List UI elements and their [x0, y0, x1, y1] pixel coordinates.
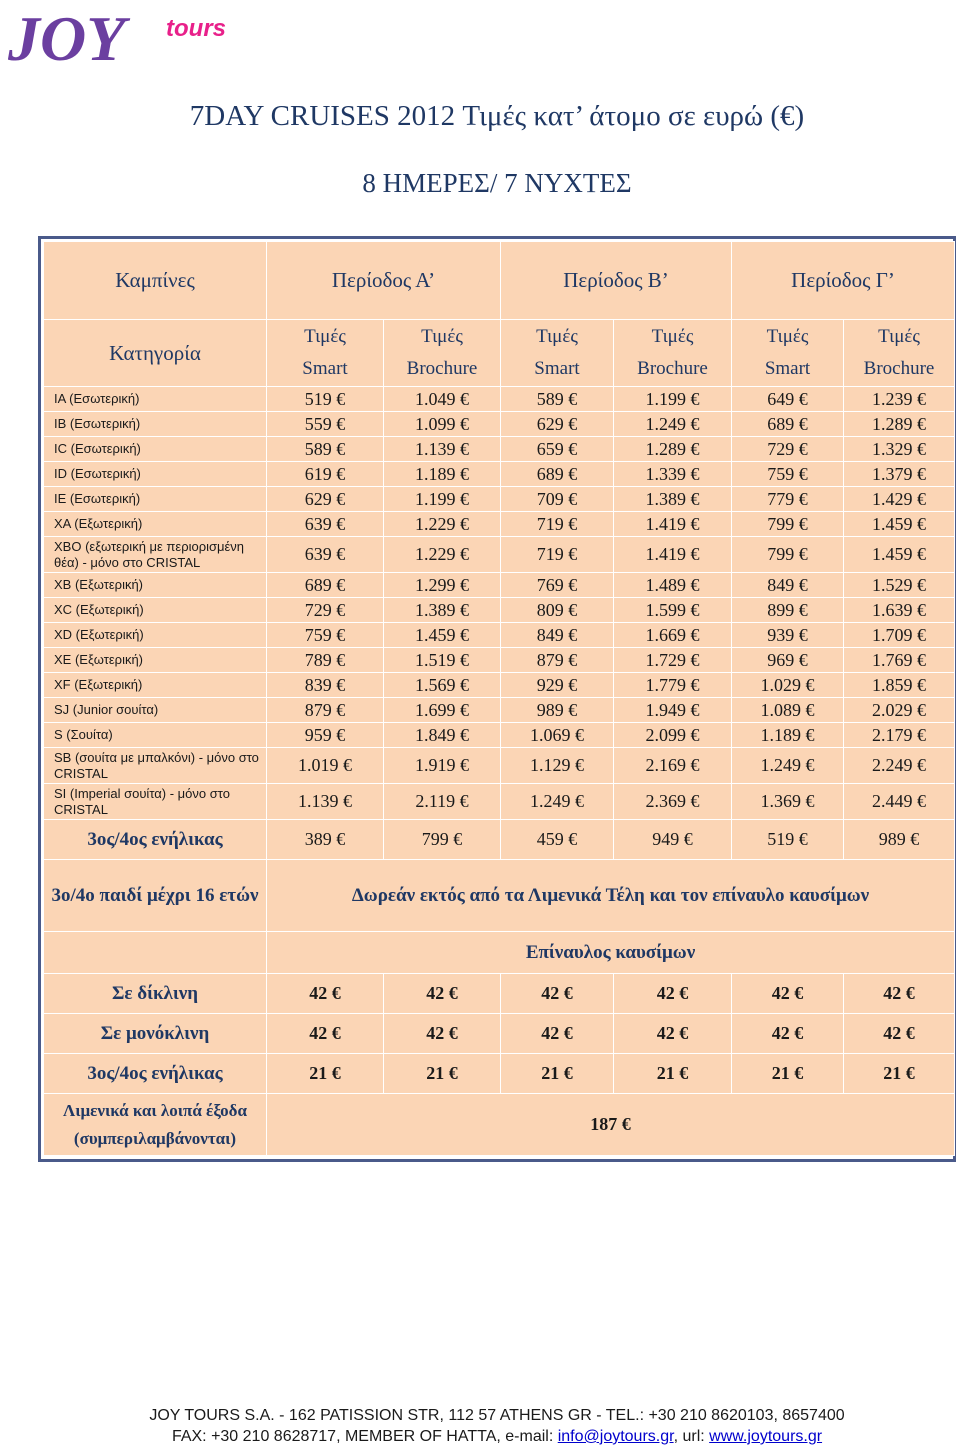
table-row	[44, 673, 955, 698]
price-cell: 1.459 €	[384, 623, 501, 648]
price-cell: 589 €	[501, 387, 614, 412]
table-row	[44, 537, 955, 573]
price-cell: 1.949 €	[614, 698, 732, 723]
price-cell: 1.529 €	[844, 573, 955, 598]
table-row	[44, 573, 955, 598]
head-price-type: Τιμές Smart	[267, 320, 384, 387]
fuel-price-cell: 42 €	[267, 974, 384, 1014]
cabin-category: XC (Εξωτερική)	[44, 598, 267, 623]
price-cell: 1.459 €	[844, 537, 955, 573]
price-cell: 2.179 €	[844, 723, 955, 748]
child-row	[44, 860, 955, 932]
price-cell: 799 €	[384, 820, 501, 860]
page-title: 7DAY CRUISES 2012 Τιμές κατ’ άτομο σε ευρώ (€)	[189, 100, 805, 132]
head-price-type: Τιμές Smart	[732, 320, 844, 387]
price-cell: 759 €	[732, 462, 844, 487]
cabin-category: IA (Εσωτερική)	[44, 387, 267, 412]
price-cell: 629 €	[267, 487, 384, 512]
price-cell: 1.089 €	[732, 698, 844, 723]
price-cell: 1.189 €	[384, 462, 501, 487]
fuel-label: 3ος/4ος ενήλικας	[44, 1054, 267, 1094]
table-row	[44, 748, 955, 784]
table-row	[44, 437, 955, 462]
table-row	[44, 698, 955, 723]
cabin-category: IB (Εσωτερική)	[44, 412, 267, 437]
price-cell: 519 €	[267, 387, 384, 412]
price-cell: 1.459 €	[844, 512, 955, 537]
price-cell: 809 €	[501, 598, 614, 623]
cabin-category: ID (Εσωτερική)	[44, 462, 267, 487]
fuel-price-cell: 21 €	[384, 1054, 501, 1094]
fuel-price-cell: 21 €	[267, 1054, 384, 1094]
head-price-type: Τιμές Brochure	[384, 320, 501, 387]
fuel-rows	[44, 974, 955, 1094]
price-cell: 689 €	[732, 412, 844, 437]
price-cell: 1.249 €	[732, 748, 844, 784]
fuel-price-cell: 42 €	[732, 1014, 844, 1054]
logo-text-sub: tours	[166, 15, 226, 42]
price-cell: 459 €	[501, 820, 614, 860]
price-cell: 1.919 €	[384, 748, 501, 784]
price-cell: 519 €	[732, 820, 844, 860]
price-cell: 939 €	[732, 623, 844, 648]
price-cell: 849 €	[501, 623, 614, 648]
price-cell: 2.119 €	[384, 784, 501, 820]
cabin-category: XE (Εξωτερική)	[44, 648, 267, 673]
price-cell: 969 €	[732, 648, 844, 673]
fuel-price-cell: 42 €	[384, 1014, 501, 1054]
price-cell: 649 €	[732, 387, 844, 412]
fuel-title-spacer	[44, 932, 267, 974]
port-row	[44, 1094, 955, 1156]
table-row	[44, 512, 955, 537]
fuel-label: Σε μονόκλινη	[44, 1014, 267, 1054]
table-row	[44, 723, 955, 748]
footer	[0, 1405, 960, 1447]
head-price-type: Τιμές Brochure	[844, 320, 955, 387]
footer-line1: JOY TOURS S.A. - 162 PATISSION STR, 112 57 ATHENS GR - TEL.: +30 210 8620103, 8657400	[149, 1407, 845, 1424]
price-cell: 949 €	[614, 820, 732, 860]
child-label: 3ο/4ο παιδί μέχρι 16 ετών	[44, 860, 267, 932]
email-link[interactable]: info@joytours.gr	[557, 1428, 674, 1445]
price-cell: 1.429 €	[844, 487, 955, 512]
price-cell: 1.289 €	[844, 412, 955, 437]
price-cell: 759 €	[267, 623, 384, 648]
price-cell: 879 €	[267, 698, 384, 723]
table-row	[44, 487, 955, 512]
cabin-category: XF (Εξωτερική)	[44, 673, 267, 698]
price-cell: 1.139 €	[267, 784, 384, 820]
price-cell: 589 €	[267, 437, 384, 462]
price-cell: 1.779 €	[614, 673, 732, 698]
price-cell: 1.709 €	[844, 623, 955, 648]
price-cell: 1.699 €	[384, 698, 501, 723]
joytours-logo	[8, 2, 248, 72]
price-cell: 1.049 €	[384, 387, 501, 412]
price-cell: 659 €	[501, 437, 614, 462]
price-cell: 2.029 €	[844, 698, 955, 723]
cabin-category: SJ (Junior σουίτα)	[44, 698, 267, 723]
table-row	[44, 784, 955, 820]
price-cell: 2.249 €	[844, 748, 955, 784]
price-cell: 1.289 €	[614, 437, 732, 462]
price-cell: 1.419 €	[614, 537, 732, 573]
port-label: Λιμενικά και λοιπά έξοδα (συμπεριλαμβάνονται)	[44, 1094, 267, 1156]
cabin-category: XB (Εξωτερική)	[44, 573, 267, 598]
port-value: 187 €	[267, 1094, 955, 1156]
price-cell: 779 €	[732, 487, 844, 512]
price-cell: 2.369 €	[614, 784, 732, 820]
price-cell: 989 €	[844, 820, 955, 860]
fuel-price-cell: 21 €	[844, 1054, 955, 1094]
price-cell: 639 €	[267, 537, 384, 573]
cabin-category: IE (Εσωτερική)	[44, 487, 267, 512]
price-cell: 1.099 €	[384, 412, 501, 437]
price-cell: 689 €	[501, 462, 614, 487]
price-cell: 2.099 €	[614, 723, 732, 748]
price-cell: 1.369 €	[732, 784, 844, 820]
page-subtitle: 8 ΗΜΕΡΕΣ/ 7 ΝΥΧΤΕΣ	[362, 168, 632, 198]
price-cell: 2.169 €	[614, 748, 732, 784]
url-link[interactable]: www.joytours.gr	[709, 1428, 823, 1445]
cabin-category: SB (σουίτα με μπαλκόνι) - μόνο στο CRISTAL	[44, 748, 267, 784]
price-cell: 719 €	[501, 537, 614, 573]
head-period-c: Περίοδος Γ’	[732, 242, 955, 320]
fuel-row	[44, 974, 955, 1014]
price-cell: 1.329 €	[844, 437, 955, 462]
price-cell: 929 €	[501, 673, 614, 698]
fuel-price-cell: 42 €	[501, 974, 614, 1014]
logo-text-main: JOY	[8, 3, 126, 72]
price-cell: 1.189 €	[732, 723, 844, 748]
price-cell: 1.599 €	[614, 598, 732, 623]
price-cell: 1.239 €	[844, 387, 955, 412]
price-cell: 1.139 €	[384, 437, 501, 462]
price-cell: 1.859 €	[844, 673, 955, 698]
adult34-label: 3ος/4ος ενήλικας	[44, 820, 267, 860]
head-price-type: Τιμές Smart	[501, 320, 614, 387]
fuel-price-cell: 42 €	[501, 1014, 614, 1054]
price-cell: 839 €	[267, 673, 384, 698]
price-cell: 709 €	[501, 487, 614, 512]
price-cell: 1.129 €	[501, 748, 614, 784]
price-cell: 799 €	[732, 512, 844, 537]
cabin-category: IC (Εσωτερική)	[44, 437, 267, 462]
price-cell: 789 €	[267, 648, 384, 673]
price-cell: 619 €	[267, 462, 384, 487]
price-cell: 1.489 €	[614, 573, 732, 598]
table-row	[44, 462, 955, 487]
fuel-price-cell: 42 €	[614, 974, 732, 1014]
price-cell: 799 €	[732, 537, 844, 573]
price-cell: 639 €	[267, 512, 384, 537]
price-cell: 1.069 €	[501, 723, 614, 748]
child-note: Δωρεάν εκτός από τα Λιμενικά Τέλη και τον επίναυλο καυσίμων	[267, 860, 955, 932]
price-cell: 729 €	[732, 437, 844, 462]
price-cell: 1.199 €	[384, 487, 501, 512]
price-cell: 1.029 €	[732, 673, 844, 698]
cabin-category: XA (Εξωτερική)	[44, 512, 267, 537]
price-cell: 1.849 €	[384, 723, 501, 748]
price-table-frame	[38, 236, 956, 1162]
fuel-price-cell: 42 €	[267, 1014, 384, 1054]
price-cell: 1.379 €	[844, 462, 955, 487]
fuel-price-cell: 42 €	[384, 974, 501, 1014]
price-cell: 1.769 €	[844, 648, 955, 673]
price-cell: 989 €	[501, 698, 614, 723]
fuel-price-cell: 21 €	[614, 1054, 732, 1094]
price-cell: 1.019 €	[267, 748, 384, 784]
cabin-category: XD (Εξωτερική)	[44, 623, 267, 648]
price-cell: 1.389 €	[384, 598, 501, 623]
table-row	[44, 598, 955, 623]
head-category: Κατηγορία	[44, 320, 267, 387]
price-cell: 729 €	[267, 598, 384, 623]
price-cell: 1.249 €	[501, 784, 614, 820]
fuel-title-row	[44, 932, 955, 974]
fuel-row	[44, 1054, 955, 1094]
price-cell: 1.229 €	[384, 537, 501, 573]
cabin-category: SI (Imperial σουίτα) - μόνο στο CRISTAL	[44, 784, 267, 820]
table-row	[44, 623, 955, 648]
price-cell: 719 €	[501, 512, 614, 537]
price-cell: 1.299 €	[384, 573, 501, 598]
head-period-b: Περίοδος Β’	[501, 242, 732, 320]
table-header-row	[44, 242, 955, 320]
fuel-price-cell: 21 €	[501, 1054, 614, 1094]
price-cell: 849 €	[732, 573, 844, 598]
head-cabins: Καμπίνες	[44, 242, 267, 320]
price-cell: 879 €	[501, 648, 614, 673]
price-cell: 629 €	[501, 412, 614, 437]
price-cell: 389 €	[267, 820, 384, 860]
head-price-type: Τιμές Brochure	[614, 320, 732, 387]
fuel-label: Σε δίκλινη	[44, 974, 267, 1014]
fuel-price-cell: 42 €	[844, 974, 955, 1014]
fuel-title: Επίναυλος καυσίμων	[267, 932, 955, 974]
cabin-rows	[44, 387, 955, 820]
fuel-price-cell: 42 €	[614, 1014, 732, 1054]
price-cell: 899 €	[732, 598, 844, 623]
price-cell: 1.519 €	[384, 648, 501, 673]
table-row	[44, 412, 955, 437]
price-table	[43, 241, 955, 1156]
cabin-category: XBO (εξωτερική με περιορισμένη θέα) - μόνο στο CRISTAL	[44, 537, 267, 573]
table-row	[44, 387, 955, 412]
price-cell: 1.199 €	[614, 387, 732, 412]
price-cell: 1.249 €	[614, 412, 732, 437]
head-period-a: Περίοδος Α’	[267, 242, 501, 320]
table-row	[44, 648, 955, 673]
price-cell: 1.569 €	[384, 673, 501, 698]
price-cell: 769 €	[501, 573, 614, 598]
adult34-row	[44, 820, 955, 860]
price-cell: 2.449 €	[844, 784, 955, 820]
price-cell: 1.669 €	[614, 623, 732, 648]
price-cell: 1.389 €	[614, 487, 732, 512]
price-cell: 689 €	[267, 573, 384, 598]
price-cell: 1.639 €	[844, 598, 955, 623]
table-subheader-row	[44, 320, 955, 387]
price-cell: 1.229 €	[384, 512, 501, 537]
fuel-row	[44, 1014, 955, 1054]
price-cell: 559 €	[267, 412, 384, 437]
fuel-price-cell: 21 €	[732, 1054, 844, 1094]
fuel-price-cell: 42 €	[732, 974, 844, 1014]
fuel-price-cell: 42 €	[844, 1014, 955, 1054]
footer-line2: FAX: +30 210 8628717, MEMBER OF HATTA, e-mail: info@joytours.gr, url: www.joytours.gr	[171, 1428, 823, 1445]
cabin-category: S (Σουίτα)	[44, 723, 267, 748]
price-cell: 959 €	[267, 723, 384, 748]
price-cell: 1.339 €	[614, 462, 732, 487]
price-cell: 1.419 €	[614, 512, 732, 537]
price-cell: 1.729 €	[614, 648, 732, 673]
